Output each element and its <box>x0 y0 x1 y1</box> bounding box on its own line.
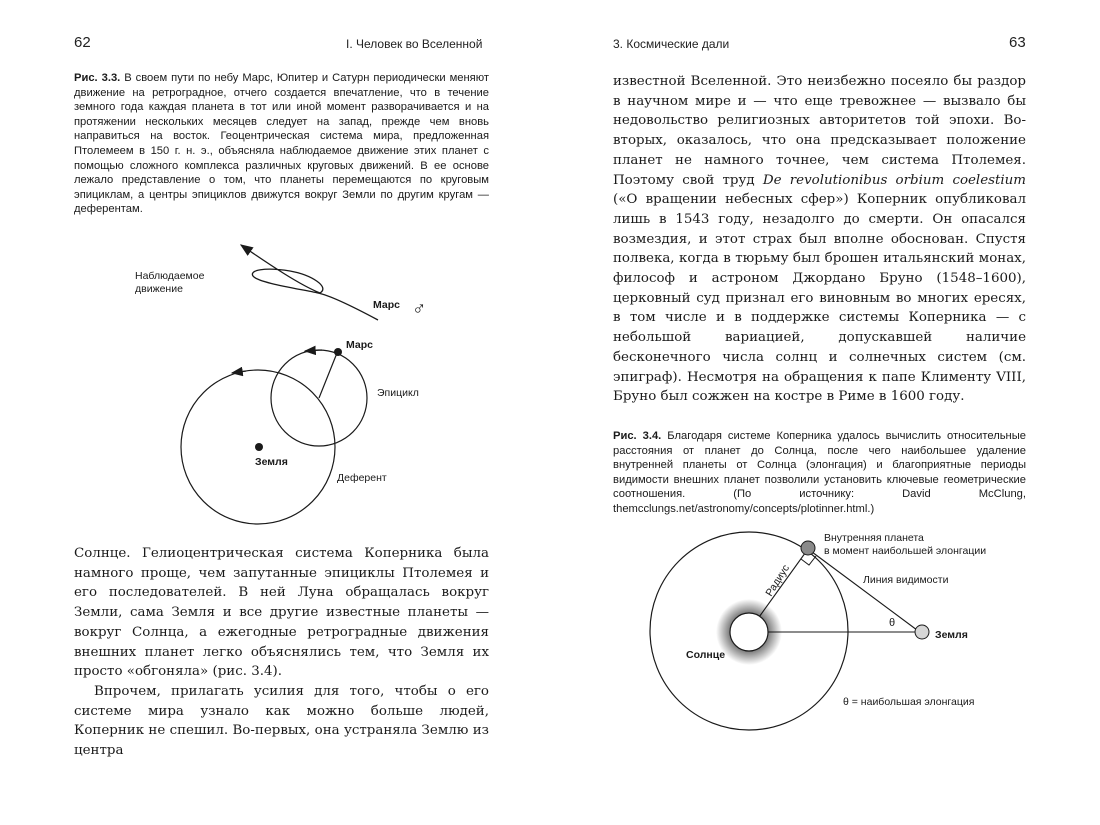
right-angle-marker <box>801 556 816 565</box>
right-body-text <box>613 72 1026 407</box>
inner-planet-label-2: в момент наибольшей элонгации <box>824 545 987 557</box>
observed-motion-label-2: движение <box>135 283 183 295</box>
figure-3-4-caption-text: Благодаря системе Коперника удалось вычислить относительные расстояния от планет до Солнца, после чего наибольшее удаление внутренней планеты от Солнца (элонгация) и благоприятные периоды видимости внешних планет позволили установить ключевые геометрические соотношения. (По источнику: David McClung, themcclungs.net/astronomy/concepts/plotinner.html.) <box>613 430 1026 515</box>
right-page <box>550 0 1100 825</box>
legend-label: θ = наибольшая элонгация <box>843 696 975 708</box>
sun <box>730 613 768 651</box>
earth-label-fig34: Земля <box>935 629 968 641</box>
inner-planet <box>801 541 815 555</box>
left-paragraph-1: Солнце. Гелиоцентрическая система Коперника была намного проще, чем запутанные эпициклы Птолемея и его последователей. В ней Луна обращалась вокруг Земли, сама Земля и все другие известные планеты — вокруг Солнца, а ежегодные ретроградные движения внешних планет легко объяснялись тем, что Земля их просто «обгоняла» (рис. 3.4). <box>74 546 489 680</box>
epicycle-label: Эпицикл <box>377 387 419 399</box>
epicycle-arrow <box>305 350 322 351</box>
mars-label-epicycle: Марс <box>346 339 373 351</box>
running-head-left: I. Человек во Вселенной <box>346 37 483 51</box>
page-number-right: 63 <box>1009 34 1026 51</box>
observed-motion-path <box>241 245 378 320</box>
figure-3-3-caption <box>74 71 489 217</box>
left-paragraph-2: Впрочем, прилагать усилия для того, чтобы о его системе мира узнало как можно больше людей, Коперник не спешил. Во-первых, она устраняла Землю из центра <box>74 683 489 759</box>
figure-3-4-caption <box>613 429 1026 517</box>
mars-dot <box>334 348 342 356</box>
line-of-sight-label: Линия видимости <box>863 574 949 586</box>
deferent-label: Деферент <box>337 472 387 484</box>
mars-symbol: ♂ <box>412 299 427 320</box>
observed-motion-label-1: Наблюдаемое <box>135 270 205 282</box>
right-body-part-1: известной Вселенной. Это неизбежно посеяло бы раздор в научном мире и — что еще тревожнее — вызвало бы недовольство религиозных авторитетов той эпохи. Во-вторых, оказалось, что она предсказывает положение планет не намного точнее, чем система Птолемея. Поэтому свой труд <box>613 74 1026 188</box>
epicycle-radius <box>319 353 337 398</box>
left-body-text <box>74 544 489 761</box>
earth <box>915 625 929 639</box>
mars-label-top: Марс <box>373 299 400 311</box>
theta-label: θ <box>889 617 896 629</box>
page-number-left: 62 <box>74 34 91 51</box>
line-of-sight <box>808 549 921 633</box>
earth-dot <box>255 443 263 451</box>
right-paragraph <box>613 72 1026 407</box>
sun-label: Солнце <box>686 649 726 661</box>
figure-3-3-diagram <box>0 225 550 525</box>
figure-3-4-label: Рис. 3.4. <box>613 430 662 442</box>
right-body-part-2: («О вращении небесных сфер») Коперник опубликовал лишь в 1543 году, незадолго до смерти. Он опасался возмездия, и этот страх был вполне обоснован. Спустя полвека, когда в тюрьму был брошен итальянский монах, философ и астроном Джордано Бруно (1548–1600), церковный суд признал его виновным во многих ересях, в том числе и в поддержке системы Коперника — с небольшой вариацией, допускавшей наличие бесконечного числа солнц и солнечных систем (см. эпиграф). Несмотря на обращения к папе Клименту VIII, Бруно был сожжен на костре в Риме в 1600 году. <box>613 192 1026 405</box>
inner-planet-label-1: Внутренняя планета <box>824 532 924 544</box>
book-title: De revolutionibus orbium coelestium <box>762 172 1026 188</box>
figure-3-3-caption-text: В своем пути по небу Марс, Юпитер и Сатурн периодически меняют движение на ретроградное, отчего создается впечатление, что в течение земного года каждая планета в тот или иной момент разворачивается и на протяжении нескольких месяцев следует на запад, прежде чем вновь направиться на восток. Геоцентрическая система мира, предложенная Птолемеем в 150 г. н. э., объясняла наблюдаемое движение этих планет с помощью сложного комплекса различных круговых движений. В ее основе лежало представление о том, что планеты перемещаются по круговым эпициклам, а центры эпициклов движутся вокруг Земли по другим кругам — деферентам. <box>74 72 489 216</box>
earth-label: Земля <box>255 456 288 468</box>
figure-3-3-label: Рис. 3.3. <box>74 72 121 84</box>
radius-label: Радиус <box>763 562 793 599</box>
running-head-right: 3. Космические дали <box>613 37 730 51</box>
figure-3-4-diagram <box>550 525 1100 740</box>
